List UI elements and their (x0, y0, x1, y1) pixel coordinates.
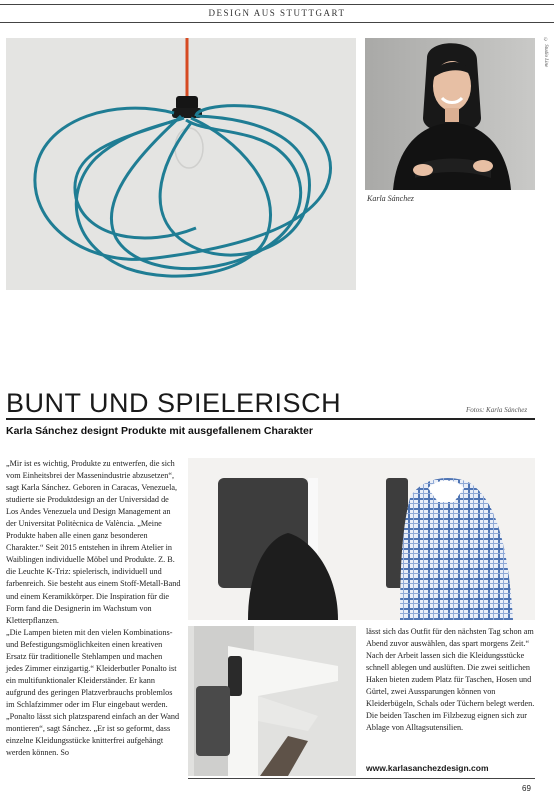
portrait-photo (365, 38, 535, 190)
paragraph-2: „Die Lampen bieten mit den vielen Kombinations- und Befestigungsmöglichkeiten einen kreativen Ersatz für traditionelle Stehlampen und machen jedes Zimmer einzigartig.“ Kleiderbutler Ponalto ist ein multifunktionaler Kleiderständer. Er kann aufgrund des geringen Platzverbrauchs problemlos im Schlafzimmer oder im Flur eingebaut werden. „Ponalto lässt sich platzsparend einfach an der Wand montieren“, sagt Sánchez. „Er ist so geformt, dass einzelne Kleidungsstücke knitterfrei aufgehängt werden können. So (6, 627, 180, 758)
page-number: 69 (522, 784, 531, 793)
wardrobe-photo (188, 458, 535, 620)
lamp-illustration (6, 38, 356, 290)
hook-illustration (188, 626, 356, 776)
photo-credit: Fotos: Karla Sánchez (466, 406, 528, 414)
wardrobe-illustration (188, 458, 535, 620)
article-headline: BUNT UND SPIELERISCH (6, 388, 342, 418)
lamp-photo (6, 38, 356, 290)
website-link[interactable]: www.karlasanchezdesign.com (366, 763, 489, 773)
headline-rule (6, 418, 535, 420)
header-rule-bottom (0, 22, 554, 23)
image-credit: © Studio Line (543, 38, 548, 68)
article-column-3 (366, 626, 536, 734)
article-column-1 (6, 458, 181, 759)
portrait-illustration (365, 38, 535, 190)
article-subline: Karla Sánchez designt Produkte mit ausgefallenem Charakter (6, 425, 313, 437)
header-rule-top (0, 4, 554, 5)
paragraph-1: „Mir ist es wichtig, Produkte zu entwerfen, die sich vom Einheitsbrei der Massenindustrie abzusetzen“, sagt Karla Sánchez. Geboren in Caracas, Venezuela, studierte sie Produktdesign an der Universidad de Los Andes Venezuela und Design Management an der Universitat Politècnica de València. „Meine Produkte haben alle einen ganz besonderen Charakter.“ Seit 2015 entstehen in ihrem Atelier in Waiblingen individuelle Möbel und Produkte. Z. B. die Leuchte K-Triz: spielerisch, individuell und farbenreich. Sie besteht aus einem Stoff-Metall-Band und einem Keramikkörper. Die Inspiration für die Form fand die Designerin im Wachstum von Kletterpflanzen. (6, 459, 181, 625)
paragraph-3: lässt sich das Outfit für den nächsten Tag schon am Abend zuvor auswählen, das spart morgens Zeit.“ Nach der Arbeit lassen sich die Kleidungsstücke schnell ablegen und auslüften. Die zwei seitlichen Haken bieten zudem Platz für Taschen, Hosen und Gürtel, zwei Aussparungen können von Kleiderbügeln, Schals oder Tüchern belegt werden. Die beiden Taschen im Filzbezug eignen sich zur Ablage von Alltagsutensilien. (366, 627, 535, 733)
portrait-caption: Karla Sánchez (367, 194, 414, 203)
section-label: DESIGN AUS STUTTGART (208, 8, 346, 18)
footer-rule (188, 778, 535, 779)
hook-photo (188, 626, 356, 776)
